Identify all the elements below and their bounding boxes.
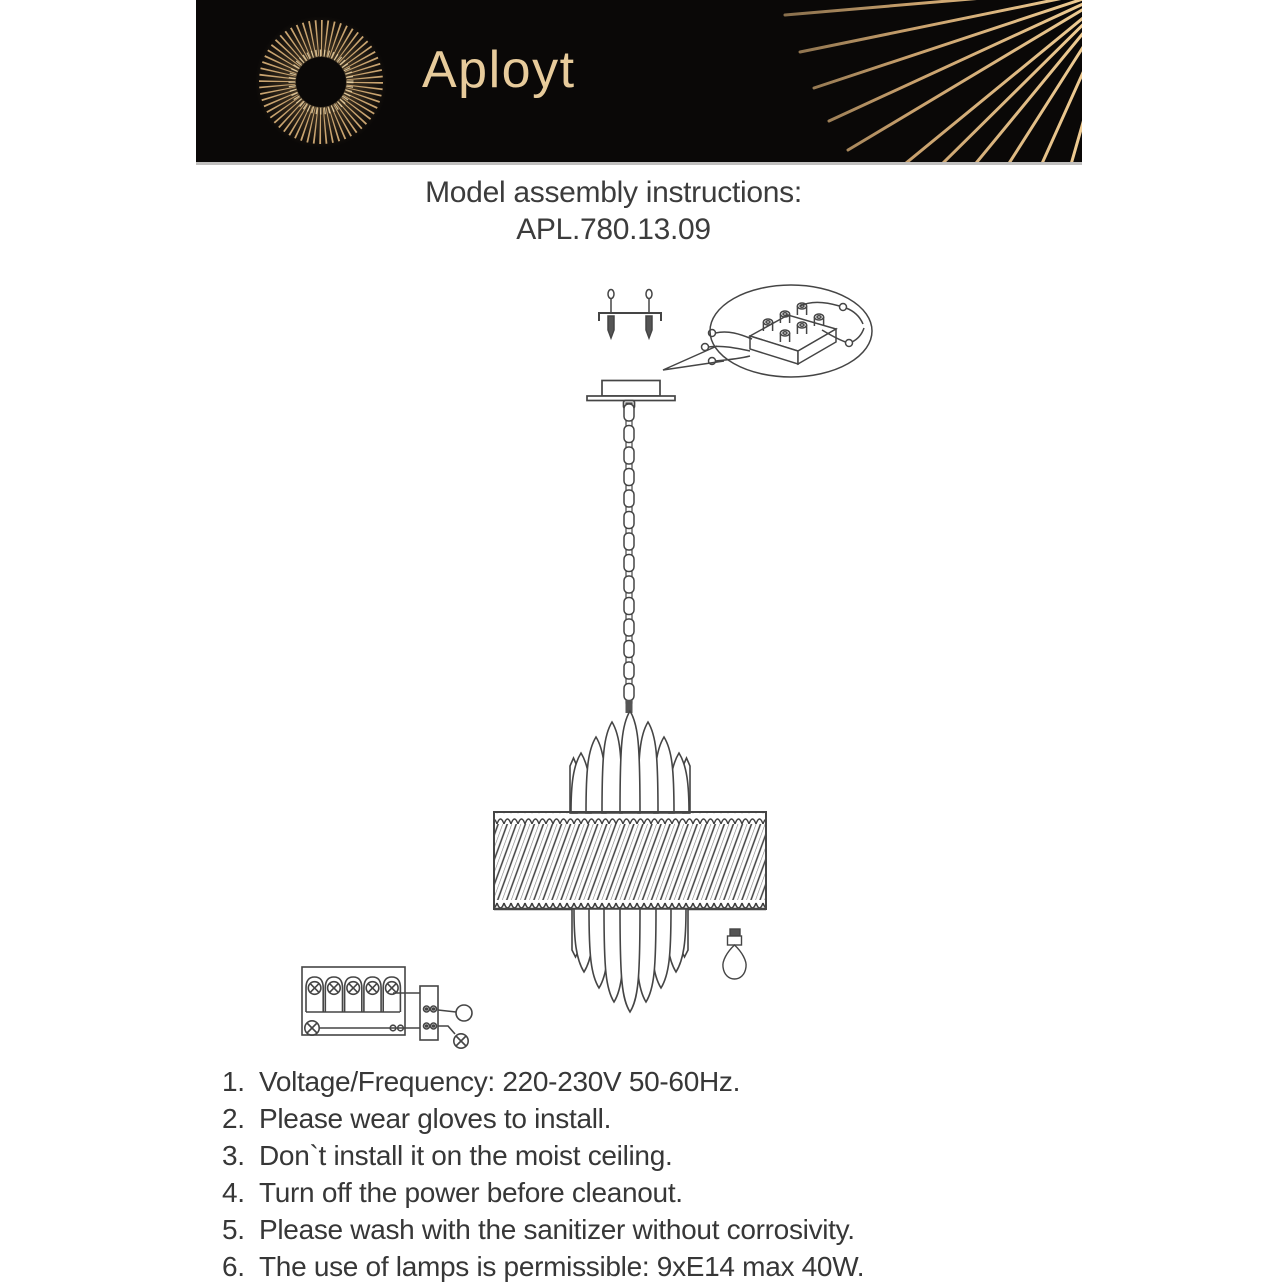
instruction-item xyxy=(222,1248,1122,1285)
instruction-item xyxy=(222,1137,1122,1174)
item-number: 3. xyxy=(222,1140,245,1171)
item-number: 4. xyxy=(222,1177,245,1208)
candle-bulb-icon xyxy=(723,929,746,979)
pleated-drum-shade xyxy=(494,812,766,909)
instruction-item xyxy=(222,1174,1122,1211)
wall-anchor-screws xyxy=(599,290,661,339)
chandelier-line-drawing xyxy=(280,268,900,1060)
instruction-list xyxy=(222,1063,1122,1285)
page-title xyxy=(0,174,1227,248)
terminal-block-callout xyxy=(663,285,872,377)
item-number: 5. xyxy=(222,1214,245,1245)
item-text: Voltage/Frequency: 220-230V 50-60Hz. xyxy=(259,1066,741,1097)
hanging-chain xyxy=(624,403,634,713)
brand-name: Aployt xyxy=(422,41,576,99)
item-number: 1. xyxy=(222,1066,245,1097)
crystal-crown xyxy=(570,711,690,813)
instruction-item xyxy=(222,1211,1122,1248)
instruction-item xyxy=(222,1100,1122,1137)
title-line: Model assembly instructions: xyxy=(425,176,802,209)
item-text: Please wash with the sanitizer without corrosivity. xyxy=(259,1214,855,1245)
model-number: APL.780.13.09 xyxy=(516,213,711,246)
item-number: 6. xyxy=(222,1251,245,1282)
crystal-pendants xyxy=(572,909,688,1012)
brand-banner xyxy=(196,0,1082,165)
wiring-diagram xyxy=(302,967,472,1048)
instruction-item xyxy=(222,1063,1122,1100)
item-text: The use of lamps is permissible: 9xE14 max 40W. xyxy=(259,1251,865,1282)
corner-rays-icon xyxy=(742,0,1082,162)
item-text: Turn off the power before cleanout. xyxy=(259,1177,683,1208)
sunburst-icon xyxy=(251,8,421,158)
item-number: 2. xyxy=(222,1103,245,1134)
item-text: Please wear gloves to install. xyxy=(259,1103,612,1134)
item-text: Don`t install it on the moist ceiling. xyxy=(259,1140,673,1171)
